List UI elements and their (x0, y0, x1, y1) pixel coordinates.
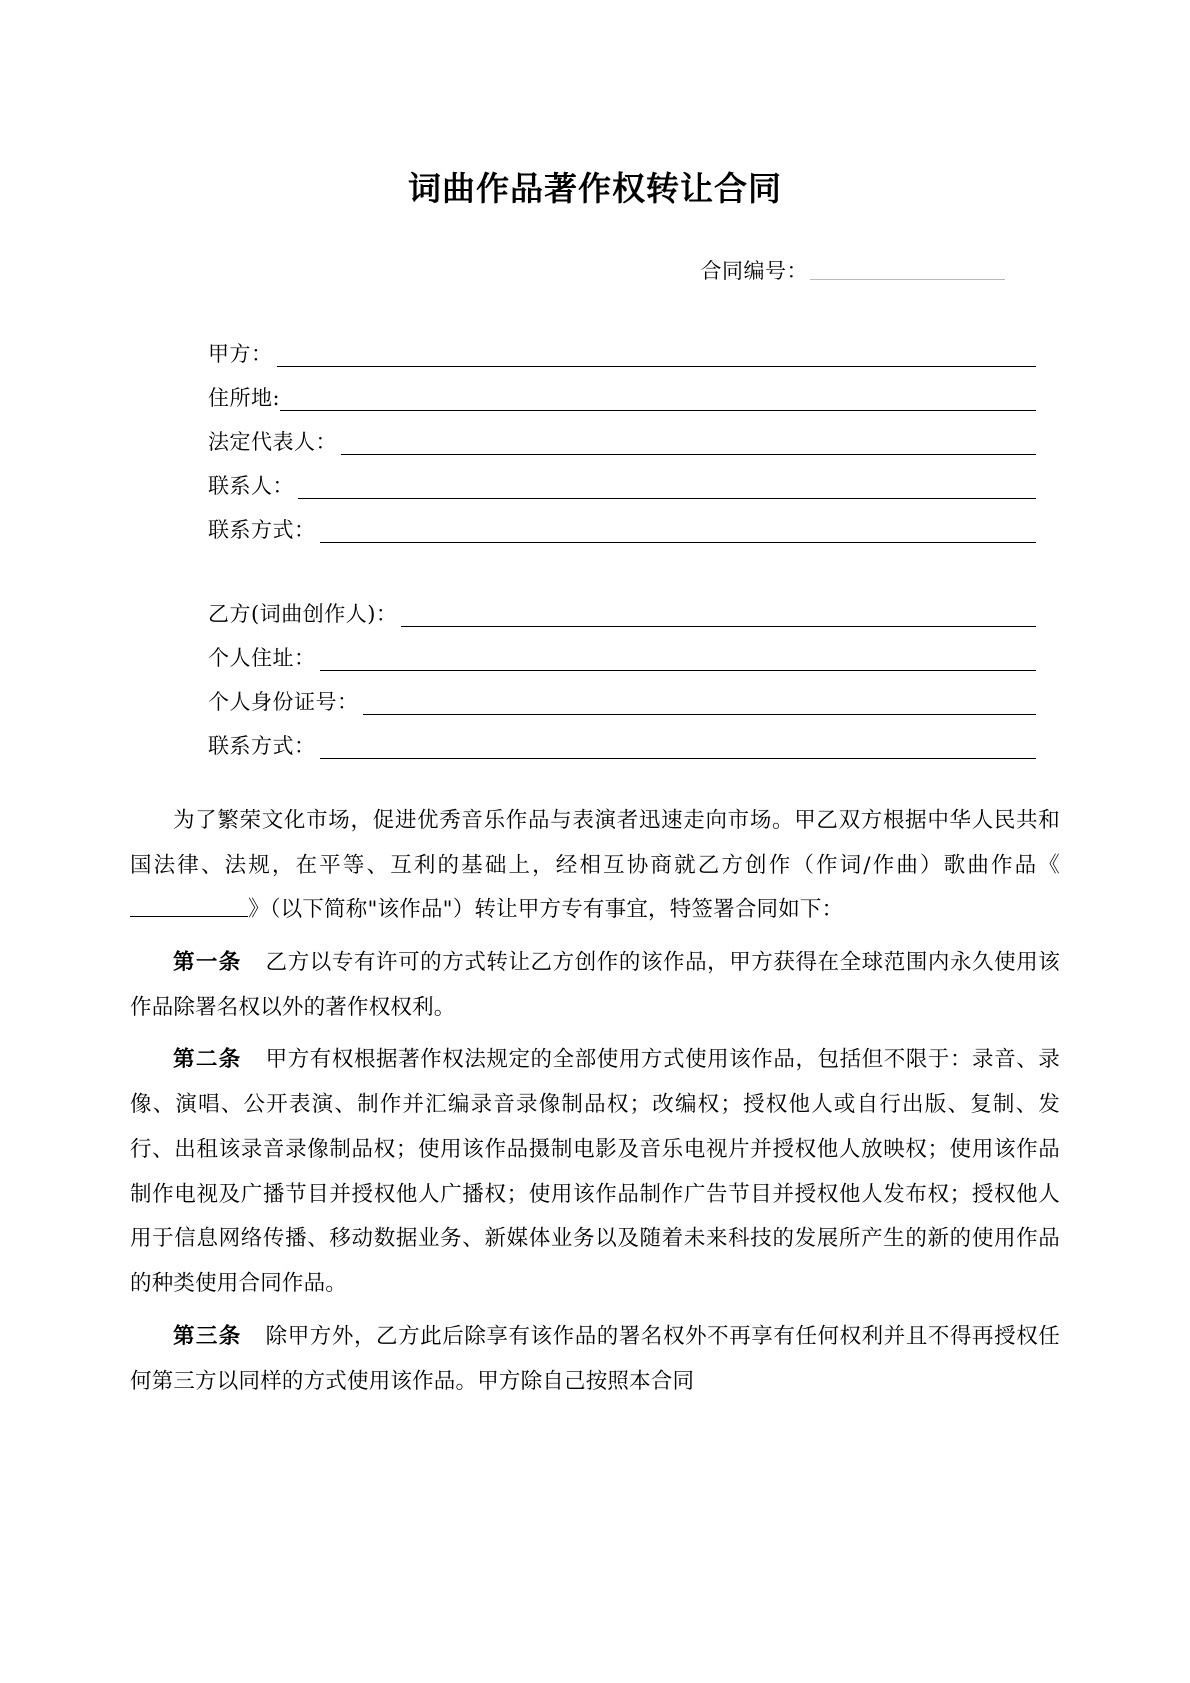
article-2 (130, 1038, 1060, 1306)
field-blank[interactable] (401, 604, 1036, 627)
article-1 (130, 941, 1060, 1030)
field-party-b-name (208, 583, 1060, 627)
field-party-a-contact-person (208, 455, 1060, 499)
field-blank[interactable] (363, 692, 1037, 715)
field-blank[interactable] (320, 736, 1037, 759)
party-a-block (130, 323, 1060, 543)
article-number: 第三条 (173, 1323, 242, 1349)
preamble-text-part2: 》（以下简称"该作品"）转让甲方专有事宜，特签署合同如下： (248, 897, 844, 923)
field-label: 甲方： (208, 341, 273, 366)
contract-number-blank[interactable] (810, 259, 1005, 280)
field-party-a-legal-rep (208, 411, 1060, 455)
field-blank[interactable] (298, 476, 1036, 499)
field-label: 联系方式： (208, 517, 316, 542)
contract-number-row (130, 255, 1060, 285)
article-text: 甲方有权根据著作权法规定的全部使用方式使用该作品，包括但不限于：录音、录像、演唱、公开表演、制作并汇编录音录像制品权；改编权；授权他人或自行出版、复制、发行、出租该录音录像制品权；使用该作品摄制电影及音乐电视片并授权他人放映权；使用该作品制作电视及广播节目并授权他人广播权；使用该作品制作广告节目并授权他人发布权；授权他人用于信息网络传播、移动数据业务、新媒体业务以及随着未来科技的发展所产生的新的使用作品的种类使用合同作品。 (130, 1047, 1060, 1297)
field-party-b-address (208, 627, 1060, 671)
field-party-a-name (208, 323, 1060, 367)
field-blank[interactable] (341, 432, 1036, 455)
field-party-b-id-number (208, 671, 1060, 715)
field-label: 个人住址： (208, 645, 316, 670)
field-blank[interactable] (320, 648, 1037, 671)
field-label: 个人身份证号： (208, 689, 359, 714)
field-blank[interactable] (280, 388, 1036, 411)
article-text: 乙方以专有许可的方式转让乙方创作的该作品，甲方获得在全球范围内永久使用该作品除署名权以外的著作权权利。 (130, 950, 1060, 1020)
article-number: 第二条 (173, 1047, 242, 1073)
contract-number-label: 合同编号： (700, 258, 808, 283)
work-title-blank[interactable] (130, 899, 248, 917)
field-blank[interactable] (277, 344, 1037, 367)
page-title: 词曲作品著作权转让合同 (408, 169, 782, 208)
field-label: 联系人： (208, 473, 294, 498)
article-text: 除甲方外，乙方此后除享有该作品的署名权外不再享有任何权利并且不得再授权任何第三方以同样的方式使用该作品。甲方除自己按照本合同 (130, 1323, 1060, 1394)
document-content (130, 0, 1060, 1404)
article-number: 第一条 (173, 950, 242, 976)
field-label: 住所地: (208, 385, 281, 410)
field-party-a-contact-method (208, 499, 1060, 543)
field-label: 乙方(词曲创作人)： (208, 601, 398, 626)
field-party-b-contact-method (208, 715, 1060, 759)
field-label: 法定代表人： (208, 429, 337, 454)
field-blank[interactable] (320, 520, 1037, 543)
field-label: 联系方式： (208, 733, 316, 758)
preamble-paragraph (130, 799, 1060, 933)
article-3 (130, 1315, 1060, 1404)
field-party-a-address (208, 367, 1060, 411)
party-b-block (130, 583, 1060, 759)
preamble-text-part1: 为了繁荣文化市场，促进优秀音乐作品与表演者迅速走向市场。甲乙双方根据中华人民共和国法律、法规，在平等、互利的基础上，经相互协商就乙方创作（作词/作曲）歌曲作品《 (130, 807, 1060, 878)
